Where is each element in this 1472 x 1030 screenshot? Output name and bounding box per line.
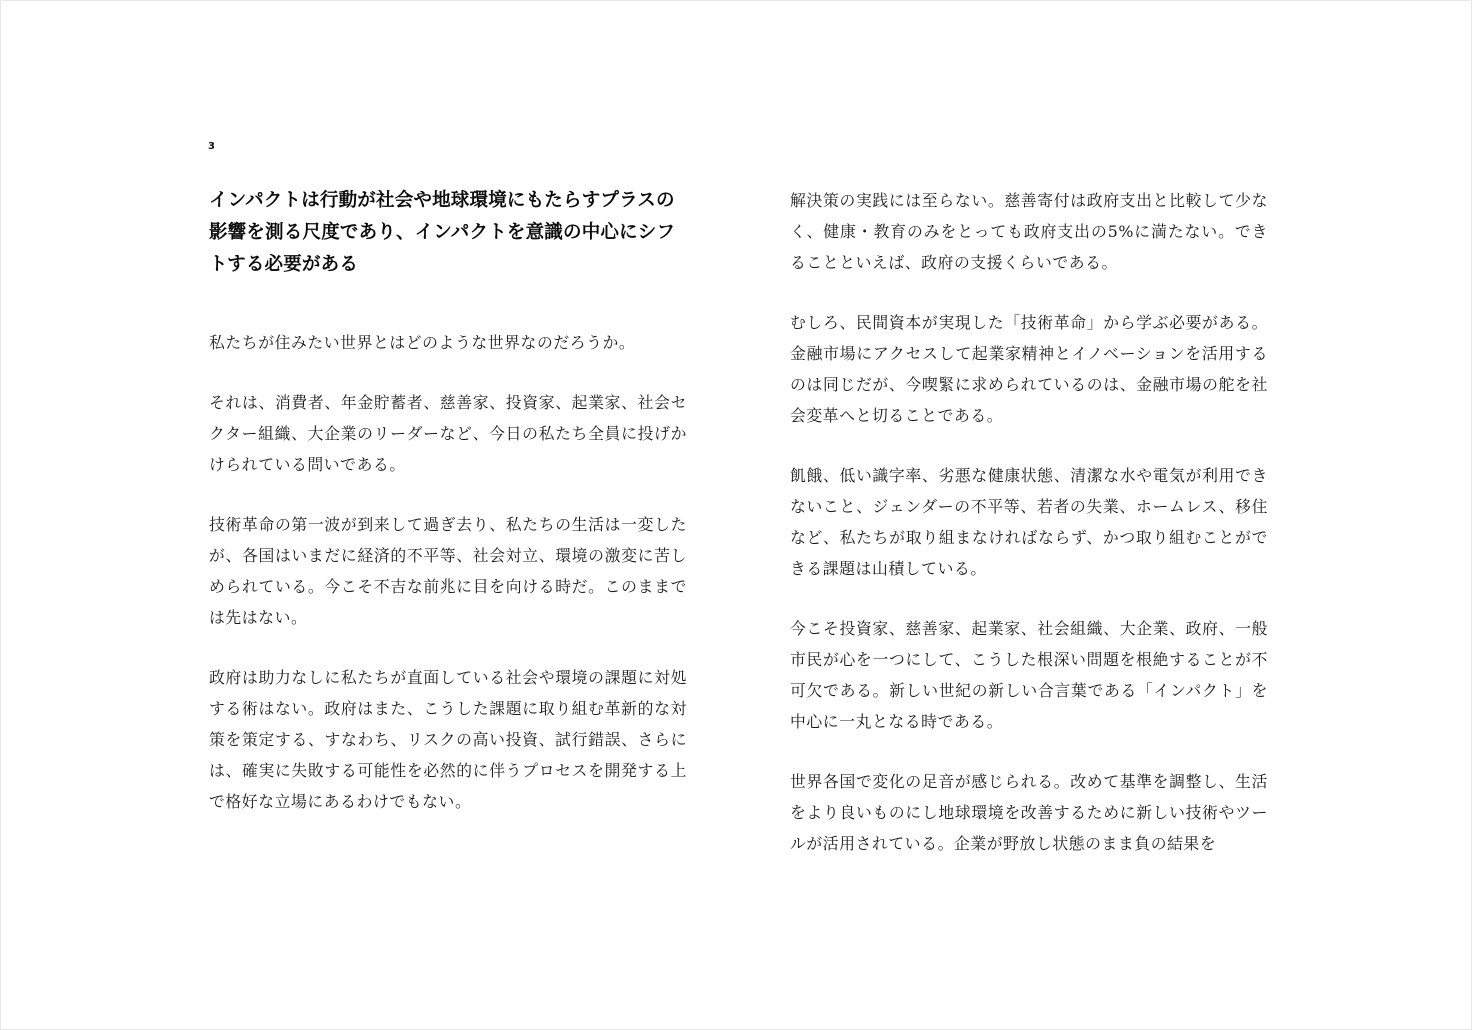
body-paragraph: 政府は助力なしに私たちが直面している社会や環境の課題に対処する術はない。政府はまた、こうした課題に取り組む革新的な対策を策定する、すなわち、リスクの高い投資、試行錯誤、さらには、確実に失敗する可能性を必然的に伴うプロセスを開発する上で格好な立場にあるわけでもない。: [209, 668, 687, 811]
body-paragraph: 私たちが住みたい世界とはどのような世界なのだろうか。: [209, 333, 636, 352]
page-number: 3: [208, 141, 215, 152]
body-paragraph: それは、消費者、年金貯蓄者、慈善家、投資家、起業家、社会セクター組織、大企業のリーダーなど、今日の私たち全員に投げかけられている問いである。: [209, 393, 687, 474]
body-paragraph: 解決策の実践には至らない。慈善寄付は政府支出と比較して少なく、健康・教育のみをとっても政府支出の5%に満たない。できることといえば、政府の支援くらいである。: [790, 191, 1268, 272]
body-paragraph: 世界各国で変化の足音が感じられる。改めて基準を調整し、生活をより良いものにし地球環境を改善するために新しい技術やツールが活用されている。企業が野放し状態のまま負の結果を: [790, 772, 1268, 853]
body-paragraph: 技術革命の第一波が到来して過ぎ去り、私たちの生活は一変したが、各国はいまだに経済的不平等、社会対立、環境の激変に苦しめられている。今こそ不吉な前兆に目を向ける時だ。このままでは先はない。: [209, 515, 687, 627]
body-paragraph: 飢餓、低い識字率、劣悪な健康状態、清潔な水や電気が利用できないこと、ジェンダーの不平等、若者の失業、ホームレス、移住など、私たちが取り組まなければならず、かつ取り組むことができる課題は山積している。: [790, 466, 1268, 578]
section-heading: インパクトは行動が社会や地球環境にもたらすプラスの影響を測る尺度であり、インパクトを意識の中心にシフトする必要がある: [209, 190, 676, 275]
left-column: [209, 185, 687, 846]
body-paragraph: むしろ、民間資本が実現した「技術革命」から学ぶ必要がある。金融市場にアクセスして起業家精神とイノベーションを活用するのは同じだが、今喫緊に求められているのは、金融市場の舵を社会変革へと切ることである。: [790, 313, 1268, 425]
right-column: [790, 185, 1268, 888]
body-paragraph: 今こそ投資家、慈善家、起業家、社会組織、大企業、政府、一般市民が心を一つにして、こうした根深い問題を根絶することが不可欠である。新しい世紀の新しい合言葉である「インパクト」を中心に一丸となる時である。: [790, 619, 1268, 731]
